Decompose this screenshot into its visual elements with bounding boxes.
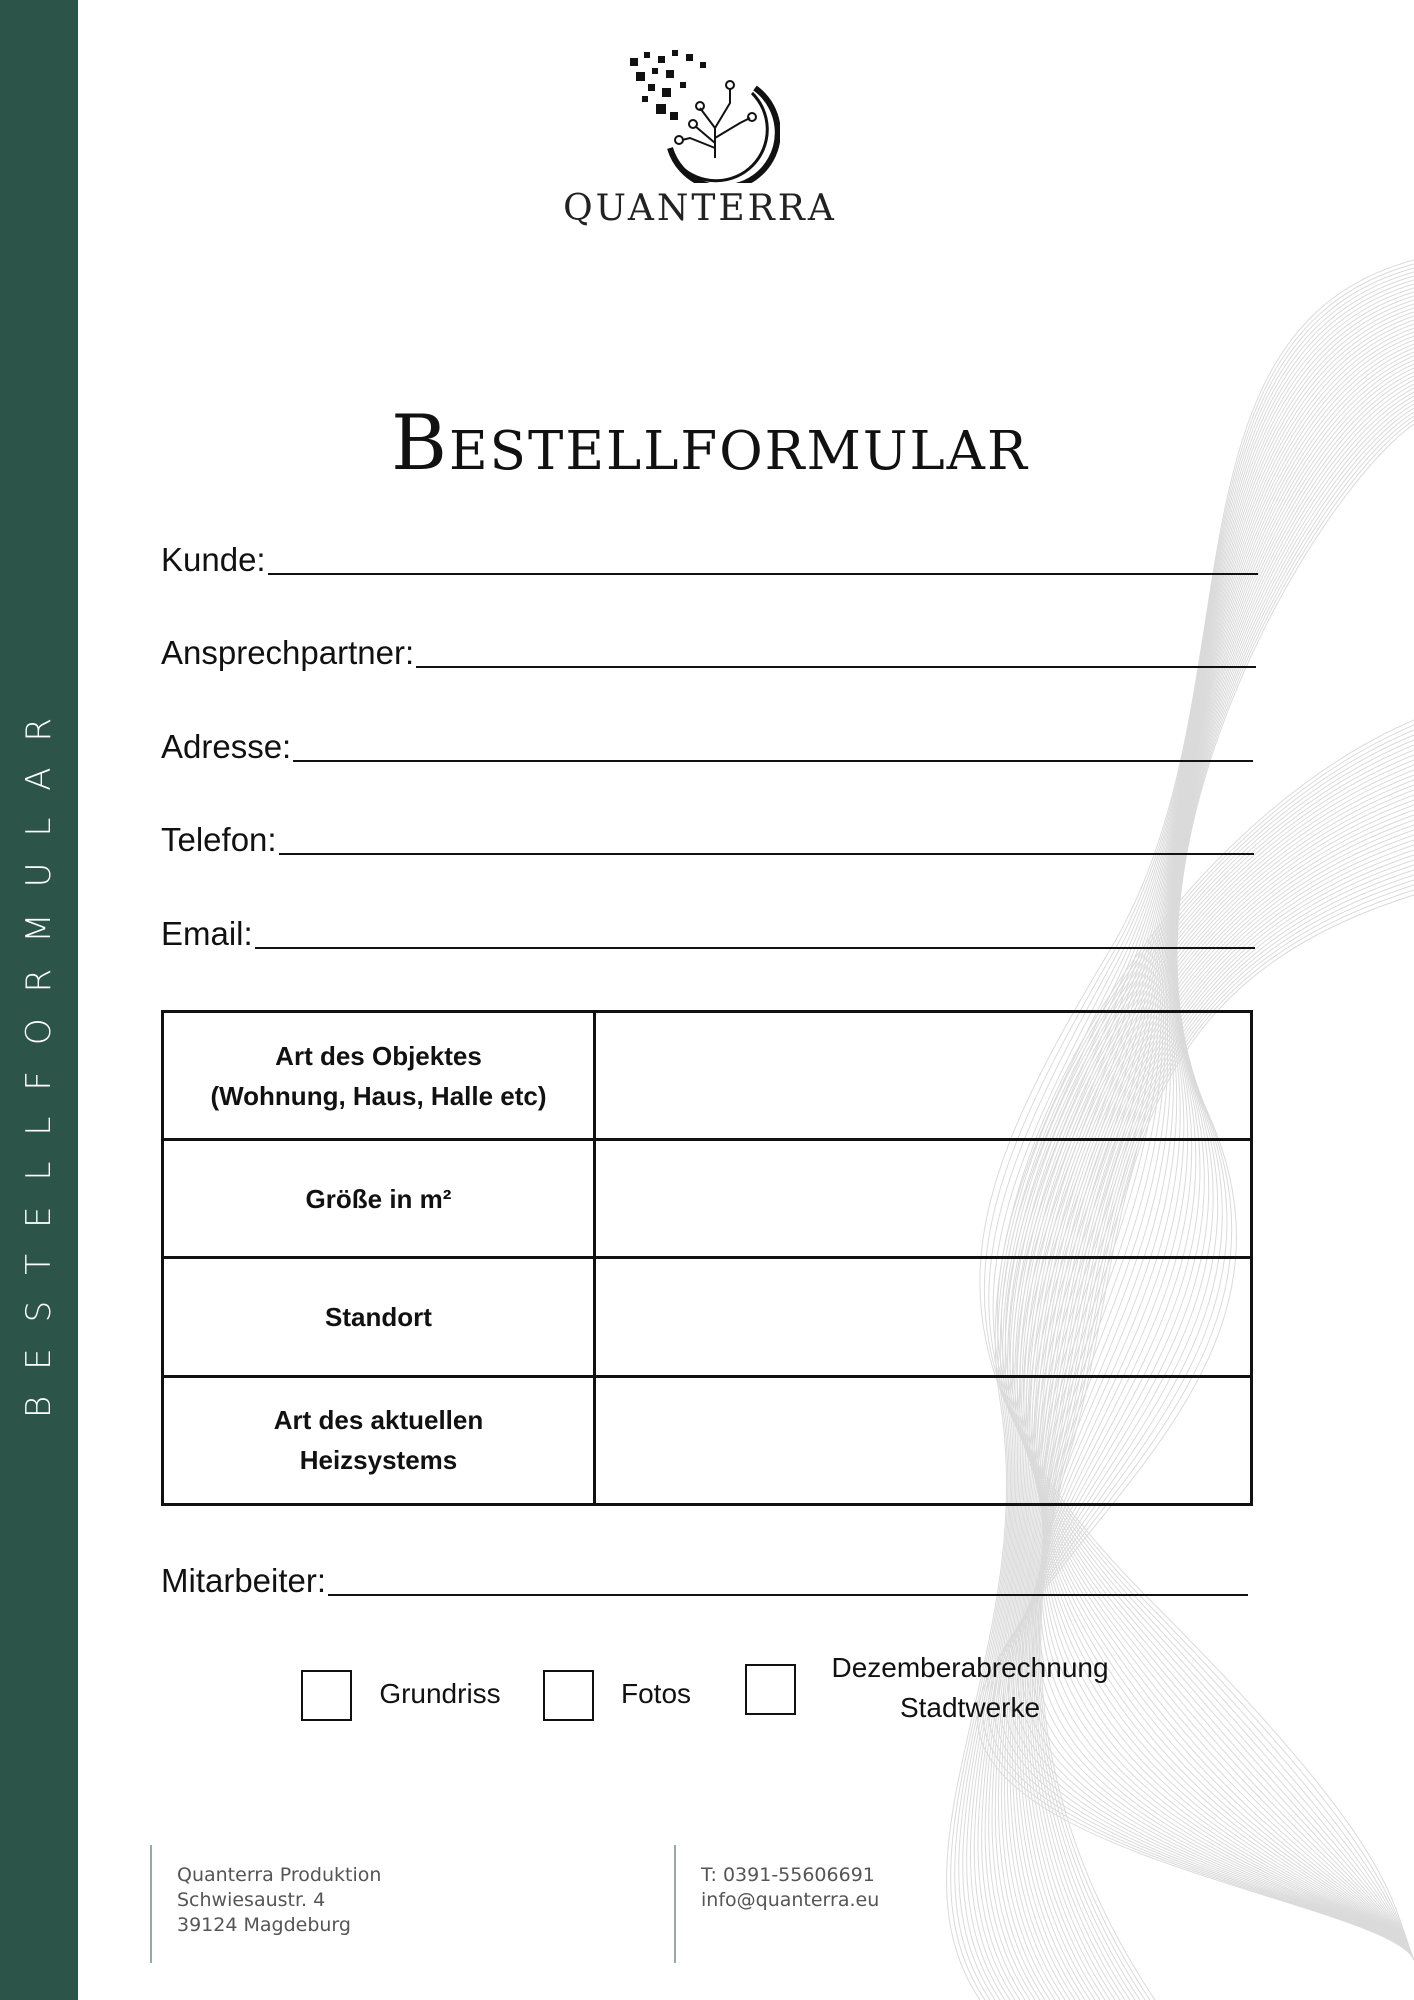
footer-email: info@quanterra.eu [701,1889,880,1911]
sidebar-title: BESTELLFORMULAR [19,691,59,1419]
email-field[interactable] [161,915,1255,953]
size-label-line1: Größe in m² [305,1183,452,1214]
address-input-line[interactable] [293,759,1253,762]
size-label [163,1140,595,1258]
employee-field[interactable] [161,1562,1248,1600]
address-label: Adresse: [161,728,292,765]
object-type-label-line2: (Wohnung, Haus, Halle etc) [210,1080,547,1111]
location-value-cell[interactable] [595,1258,1252,1376]
page-title: Bestellformular [391,398,1029,487]
footer-contact [701,1863,879,1913]
december-bill-label-line1: Dezemberabrechnung [831,1652,1109,1683]
photos-checkbox[interactable] [543,1670,594,1721]
footer-divider-left [150,1845,152,1963]
logo-wordmark: QUANTERRA [563,188,837,229]
december-bill-label-line2: Stadtwerke [899,1692,1041,1723]
footer-address [177,1863,381,1938]
footer-divider-right [674,1845,676,1963]
table-row [163,1012,1252,1140]
table-row [163,1140,1252,1258]
floorplan-checkbox[interactable] [301,1670,352,1721]
contact-person-label: Ansprechpartner: [161,634,415,671]
december-bill-checkbox[interactable] [745,1664,796,1715]
employee-input-line[interactable] [328,1593,1248,1596]
phone-input-line[interactable] [279,852,1254,855]
attachments-checklist [0,1652,1414,1750]
heating-system-label [163,1376,595,1504]
footer-street: Schwiesaustr. 4 [177,1889,326,1911]
customer-input-line[interactable] [268,572,1258,575]
email-label: Email: [161,915,253,952]
heating-system-value-cell[interactable] [595,1376,1252,1504]
location-label [163,1258,595,1376]
contact-person-input-line[interactable] [416,665,1256,668]
quanterra-logo-icon [620,48,780,183]
employee-label: Mitarbeiter: [161,1562,327,1599]
object-type-label-line1: Art des Objektes [275,1040,482,1071]
floorplan-label: Grundriss [379,1678,501,1709]
phone-label: Telefon: [161,821,277,858]
object-type-label [163,1012,595,1140]
location-label-line1: Standort [325,1302,432,1333]
footer-city: 39124 Magdeburg [177,1914,351,1936]
customer-label: Kunde: [161,541,266,578]
footer-company: Quanterra Produktion [177,1864,382,1886]
address-field[interactable] [161,728,1253,766]
heating-system-label-line1: Art des aktuellen [273,1405,484,1436]
contact-person-field[interactable] [161,634,1256,672]
email-input-line[interactable] [255,946,1255,949]
table-row [163,1376,1252,1504]
size-value-cell[interactable] [595,1140,1252,1258]
object-type-value-cell[interactable] [595,1012,1252,1140]
phone-field[interactable] [161,821,1254,859]
photos-label: Fotos [620,1678,692,1709]
heating-system-label-line2: Heizsystems [299,1445,458,1476]
customer-field[interactable] [161,541,1258,579]
object-details-table [161,1010,1253,1506]
december-bill-label [820,1648,1120,1728]
footer-phone: T: 0391-55606691 [701,1864,875,1886]
table-row [163,1258,1252,1376]
